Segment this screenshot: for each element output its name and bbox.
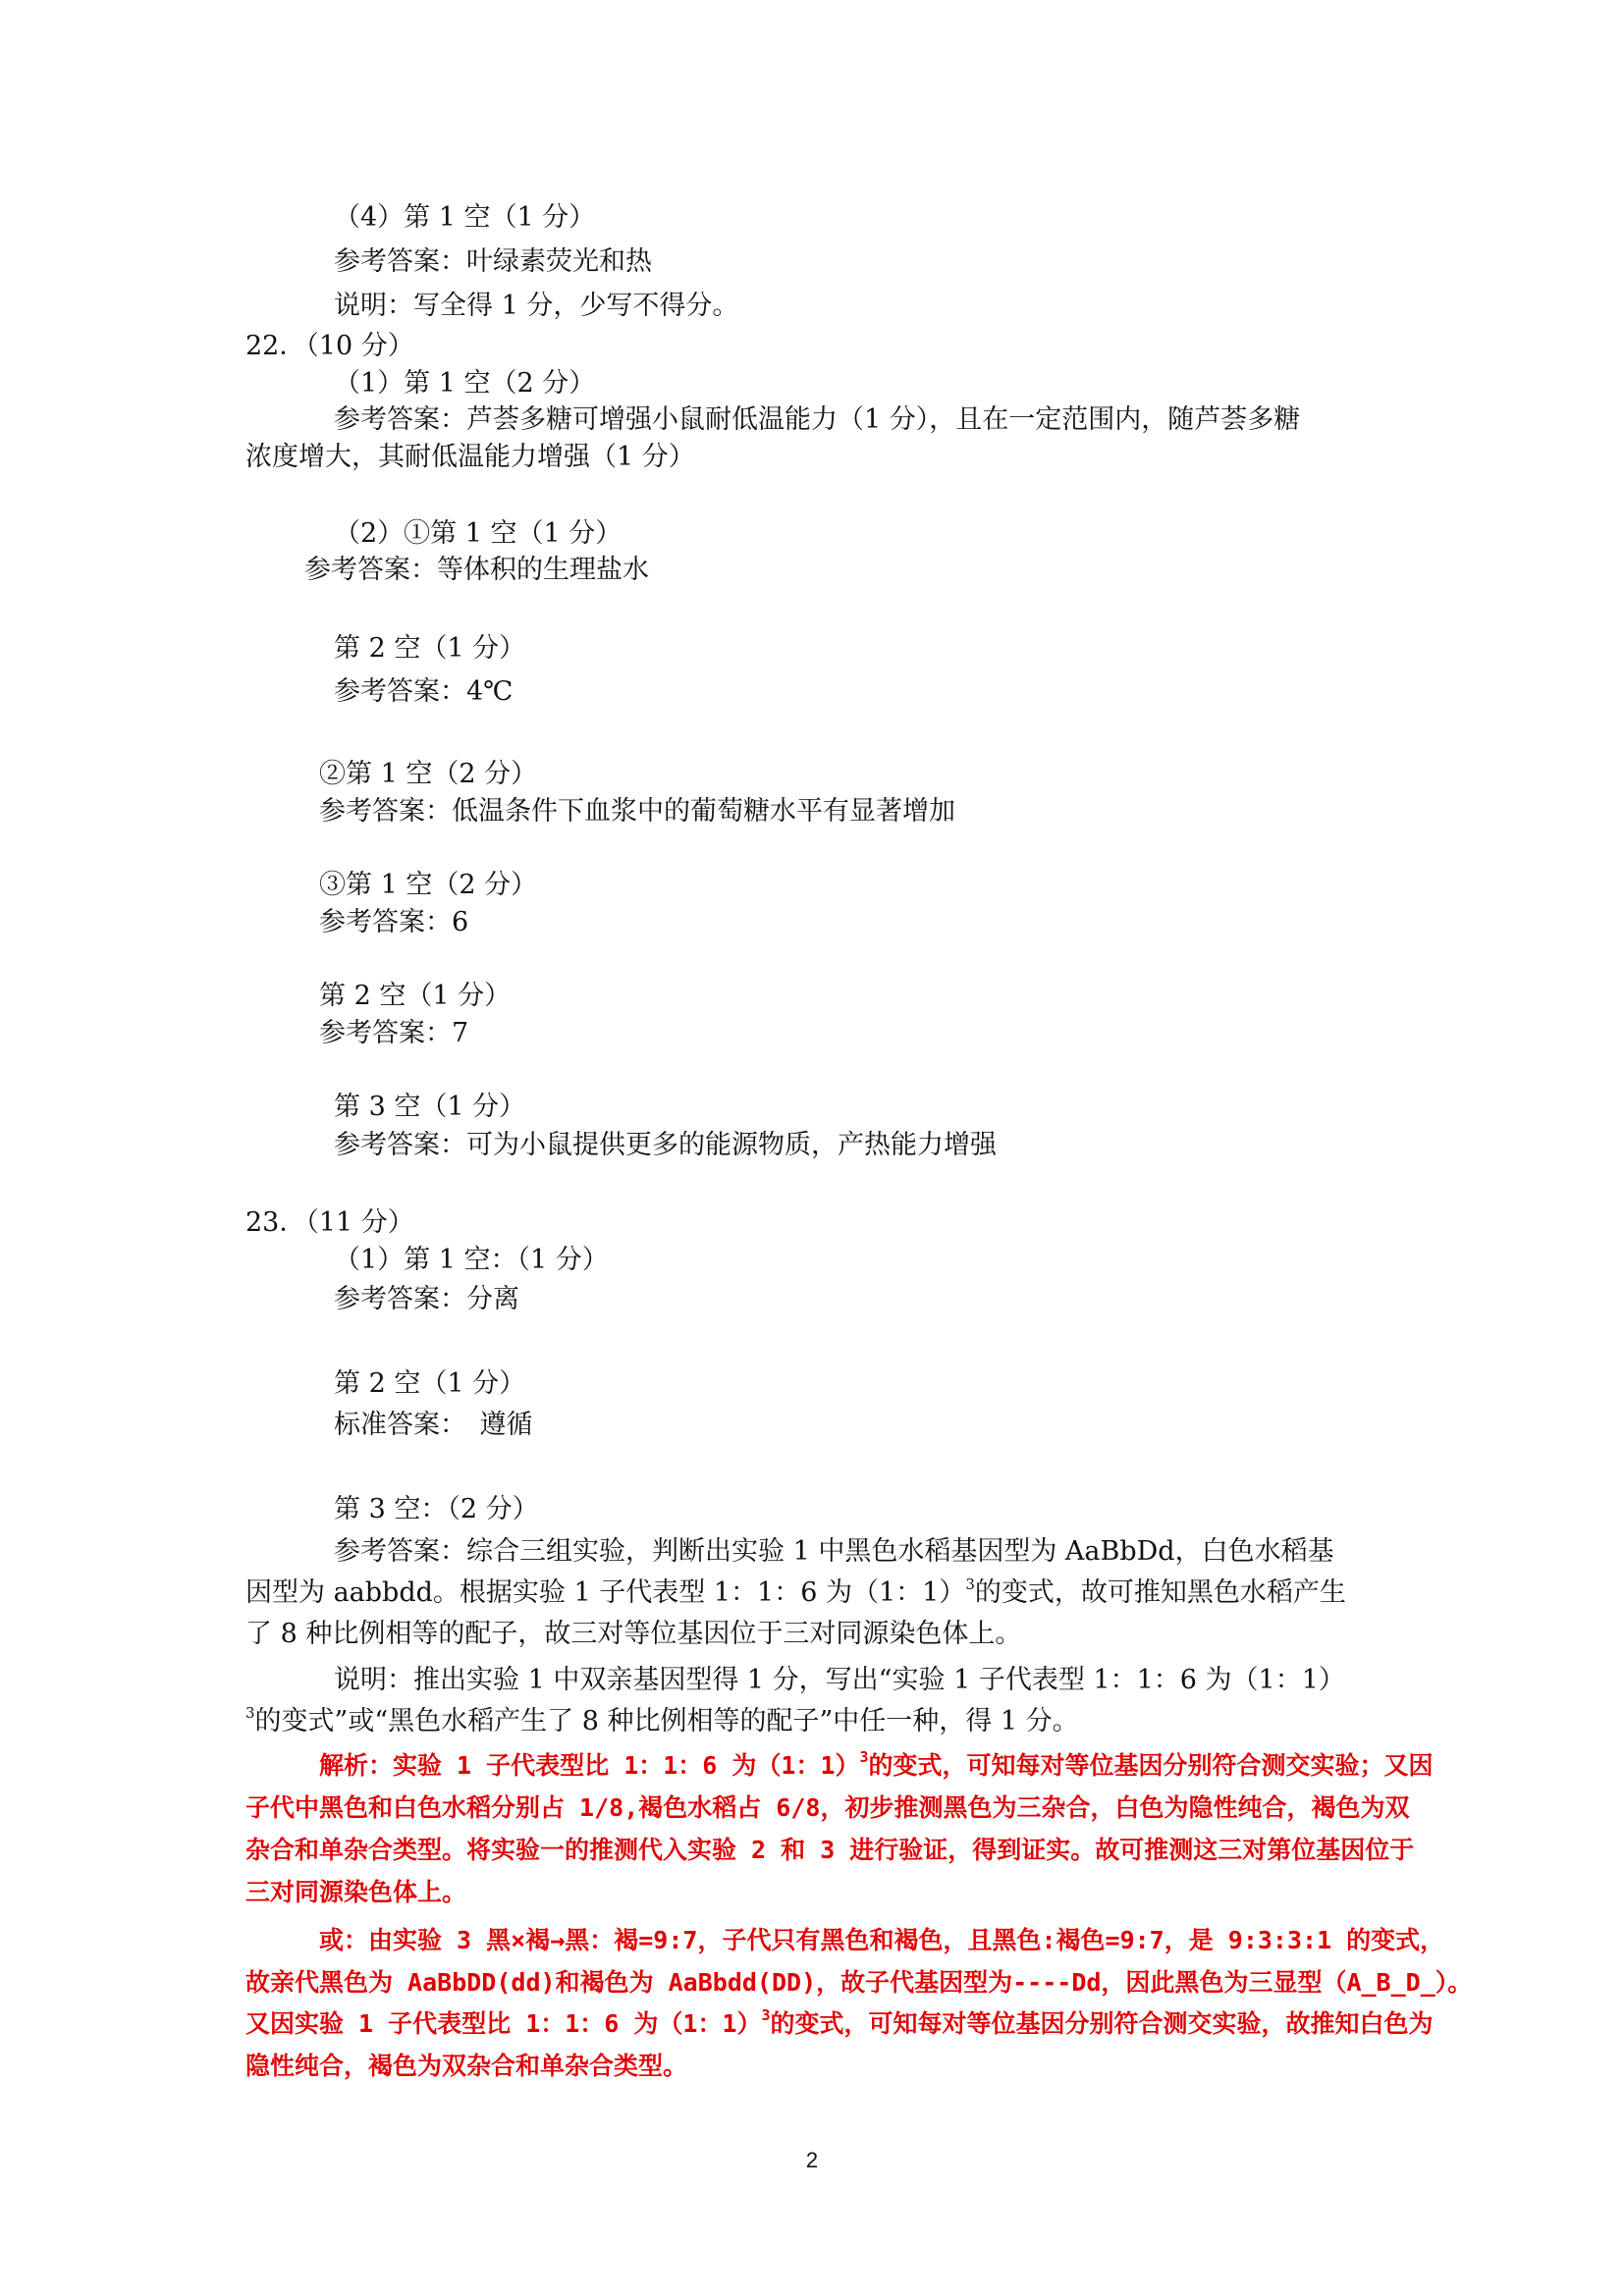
q23-2-blank: 第 2 空（1 分）: [334, 1368, 526, 1399]
q21-4-note: 说明：写全得 1 分，少写不得分。: [334, 291, 739, 321]
analysis-1-line-3: 杂合和单杂合类型。将实验一的推测代入实验 2 和 3 进行验证，得到证实。故可推测这三对第位基因位于: [245, 1836, 1415, 1864]
analysis-2-line-4: 隐性纯合，褐色为双杂合和单杂合类型。: [245, 2052, 688, 2080]
q22-3-answer-2: 参考答案：7: [319, 1018, 469, 1048]
q22-2-blank-2: 第 2 空（1 分）: [334, 633, 526, 664]
analysis-1-line-1: 解析：实验 1 子代表型比 1：1：6 为（1：1）$^3$的变式，可知每对等位基因分别符合测交实验；又因: [319, 1748, 1434, 1780]
q22-3-blank-3: 第 3 空（1 分）: [334, 1092, 526, 1122]
q22-2b-blank-1: ②第 1 空（2 分）: [319, 759, 538, 789]
q22-3-answer-1: 参考答案：6: [319, 907, 469, 937]
q23-1-answer: 参考答案：分离: [334, 1284, 519, 1314]
analysis-1-line-2: 子代中黑色和白色水稻分别占 1/8,褐色水稻占 6/8，初步推测黑色为三杂合，白色为隐性纯合，褐色为双: [245, 1793, 1410, 1822]
analysis-2-line-2: 故亲代黑色为 AaBbDD(dd)和褐色为 AaBbdd(DD)，故子代基因型为----Dd，因此黑色为三显型（A_B_D_）。: [245, 1968, 1473, 1997]
q22-2-answer-1: 参考答案：等体积的生理盐水: [304, 555, 649, 585]
analysis-1-line-4: 三对同源染色体上。: [245, 1878, 467, 1906]
q22-1-answer-b: 浓度增大，其耐低温能力增强（1 分）: [245, 442, 695, 472]
q23-3-answer-line-2: 因型为 aabbdd。根据实验 1 子代表型 1：1：6 为（1：1）$^3$的变式，故可推知黑色水稻产生: [245, 1575, 1346, 1608]
q22-2b-answer-1: 参考答案：低温条件下血浆中的葡萄糖水平有显著增加: [319, 796, 955, 827]
q21-4-answer: 参考答案：叶绿素荧光和热: [334, 246, 652, 277]
q22-3-blank-2: 第 2 空（1 分）: [319, 981, 512, 1011]
q23-3-answer-line-3: 了 8 种比例相等的配子，故三对等位基因位于三对同源染色体上。: [245, 1619, 1022, 1649]
q22-3-blank-1: ③第 1 空（2 分）: [319, 870, 538, 900]
page-number: 2: [805, 2148, 819, 2172]
q22-3-answer-3: 参考答案：可为小鼠提供更多的能源物质，产热能力增强: [334, 1130, 997, 1160]
q22-1-blank: （1）第 1 空（2 分）: [334, 368, 596, 399]
q23-3-blank: 第 3 空：（2 分）: [334, 1494, 539, 1524]
q23-note-line-1: 说明：推出实验 1 中双亲基因型得 1 分，写出“实验 1 子代表型 1：1：6 为（1：1）: [334, 1665, 1345, 1695]
analysis-2-line-1: 或：由实验 3 黑×褐→黑：褐=9:7，子代只有黑色和褐色，且黑色:褐色=9:7，是 9:3:3:1 的变式，: [319, 1926, 1445, 1954]
q23-2-answer: 标准答案： 遵循: [334, 1410, 533, 1440]
q23-note-line-2: $^3$的变式”或“黑色水稻产生了 8 种比例相等的配子”中任一种，得 1 分。: [245, 1704, 1079, 1736]
q21-4-blank: （4）第 1 空（1 分）: [334, 202, 596, 233]
q22-2-blank-1: （2）①第 1 空（1 分）: [334, 518, 623, 549]
q22-header: 22．（10 分）: [245, 331, 414, 361]
analysis-2-line-3: 又因实验 1 子代表型比 1：1：6 为（1：1）$^3$的变式，可知每对等位基因分别符合测交实验，故推知白色为: [245, 2006, 1434, 2038]
q23-header: 23．（11 分）: [245, 1207, 414, 1238]
q22-1-answer-a: 参考答案：芦荟多糖可增强小鼠耐低温能力（1 分），且在一定范围内，随芦荟多糖: [334, 404, 1301, 435]
q23-1-blank: （1）第 1 空：（1 分）: [334, 1245, 609, 1275]
q22-2-answer-2: 参考答案：4℃: [334, 676, 514, 707]
q23-3-answer-line-1: 参考答案：综合三组实验，判断出实验 1 中黑色水稻基因型为 AaBbDd，白色水稻基: [334, 1536, 1334, 1567]
